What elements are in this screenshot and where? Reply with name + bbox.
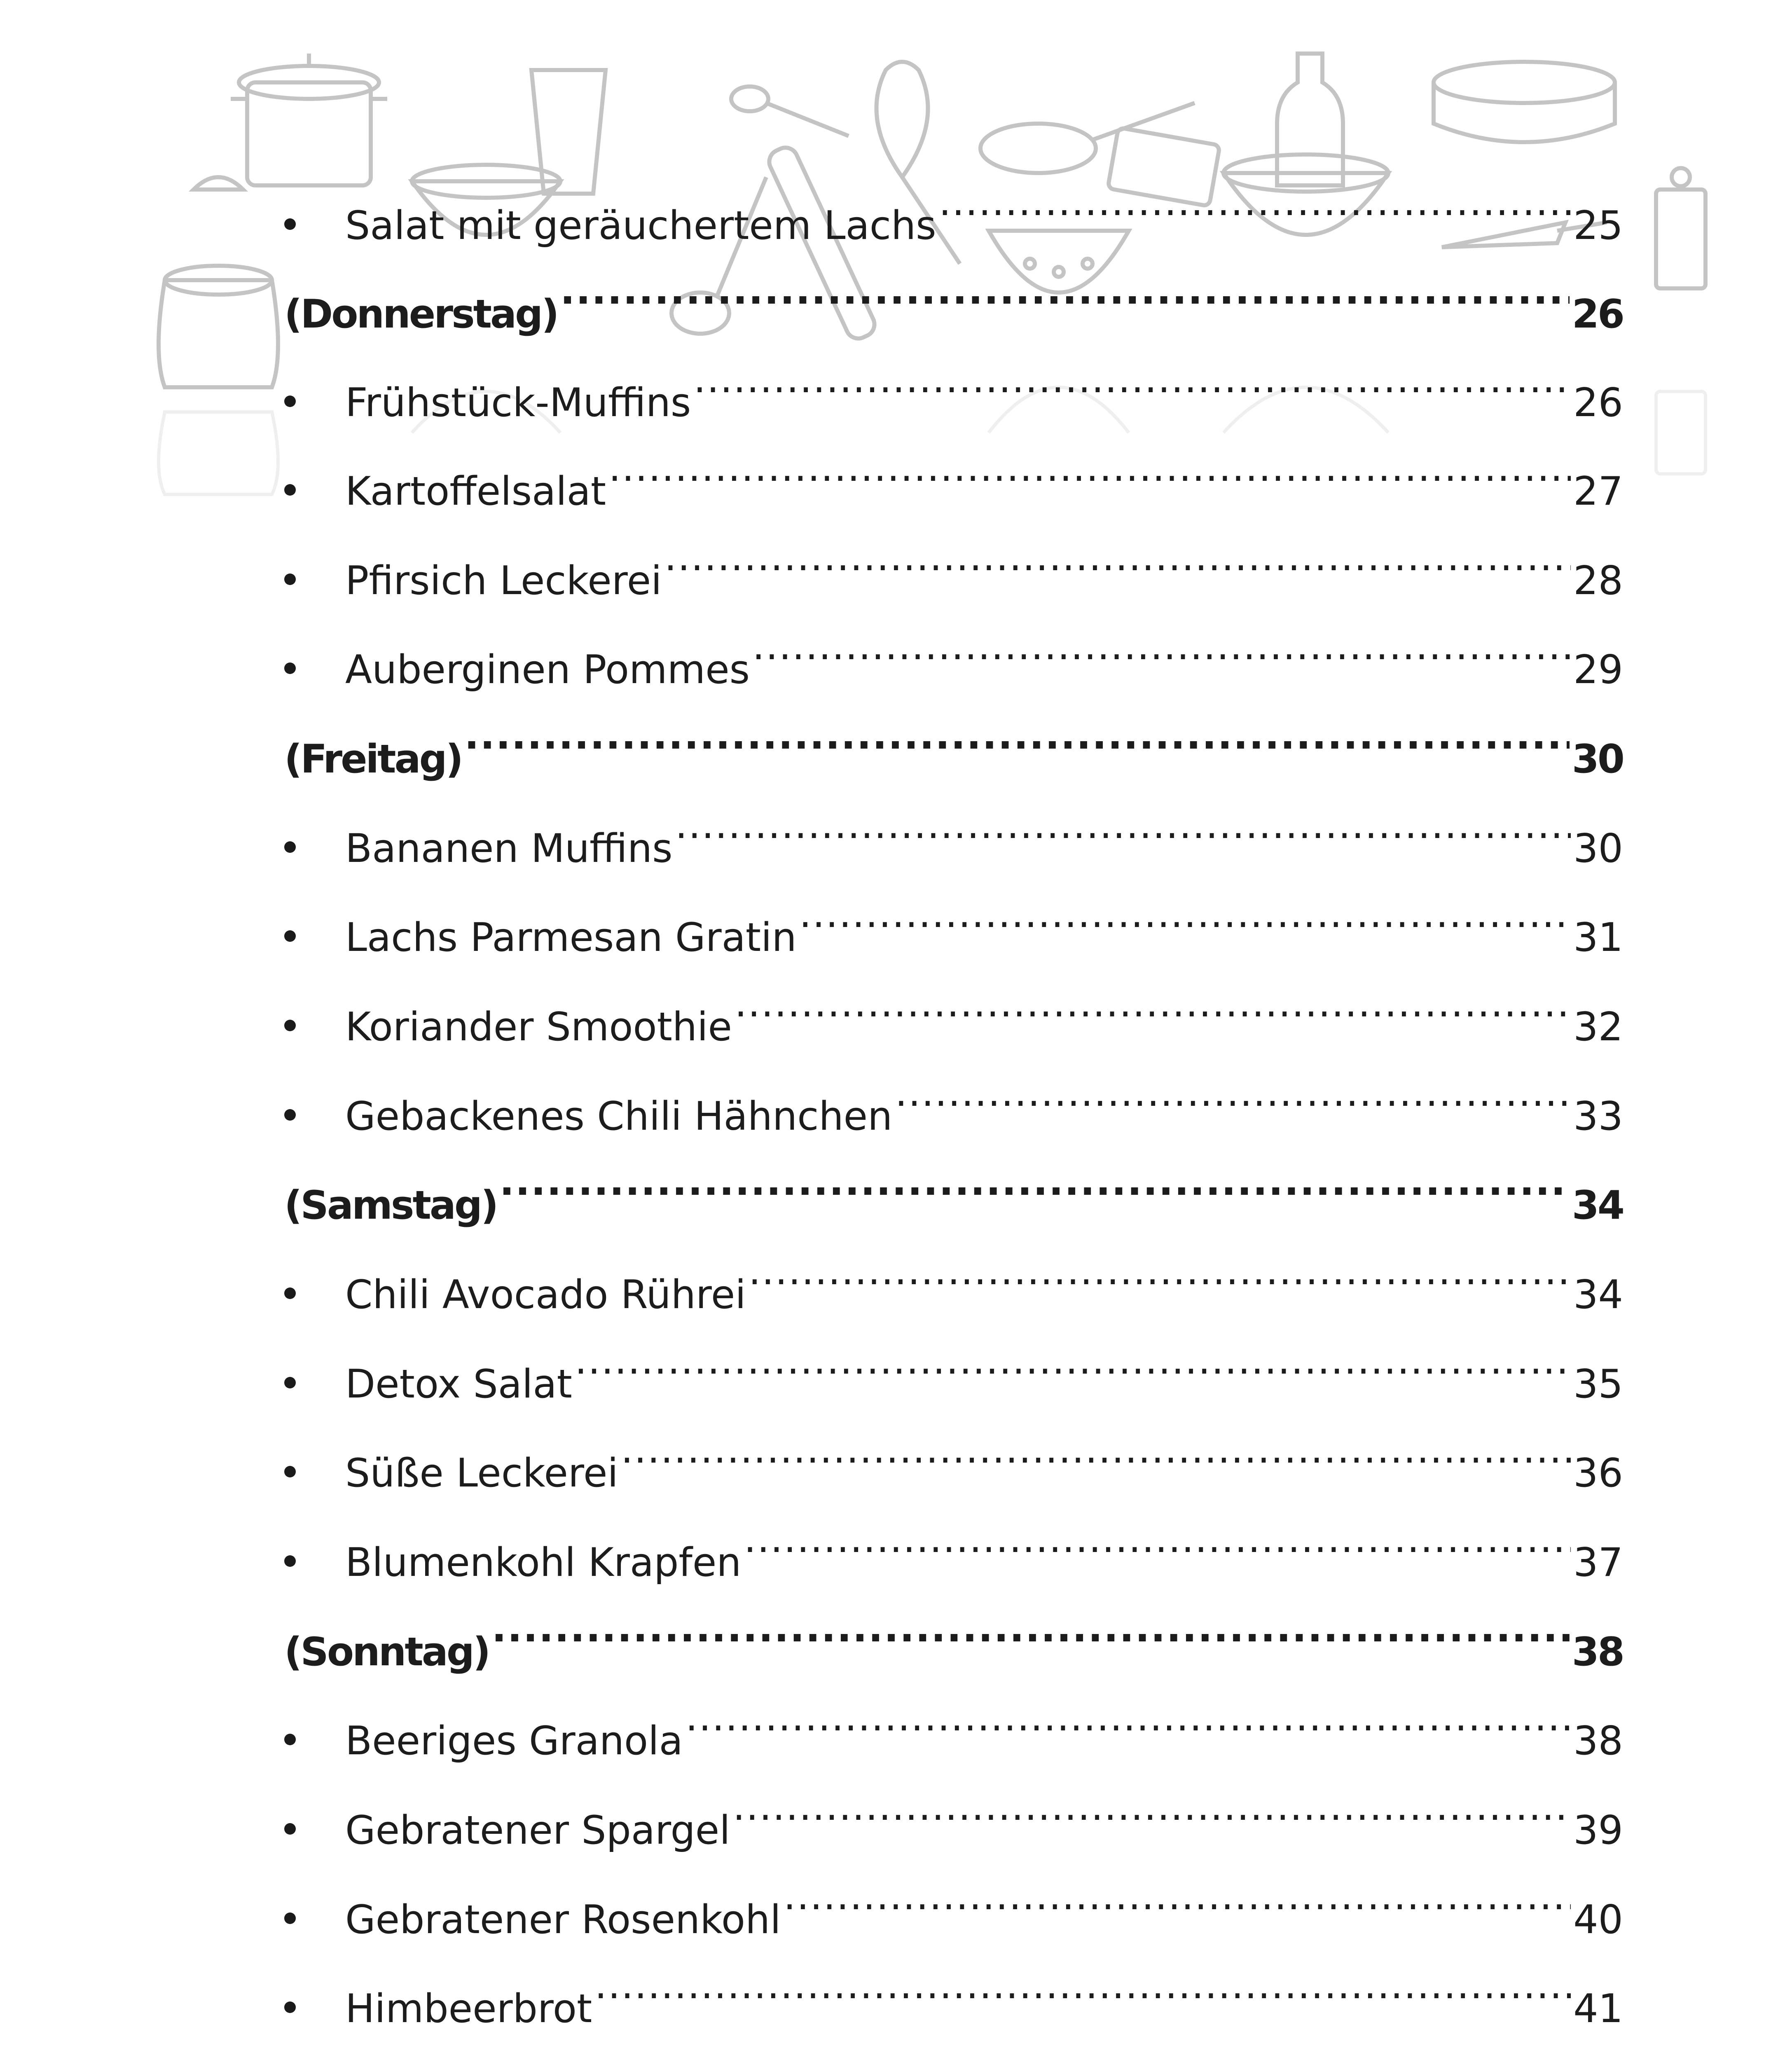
toc-heading-title: (Samstag) xyxy=(284,1183,497,1228)
toc-item[interactable] xyxy=(284,431,1623,514)
toc-item-title: Gebratener Rosenkohl xyxy=(345,1897,781,1943)
toc-page-number: 30 xyxy=(1573,826,1623,871)
toc-item[interactable] xyxy=(284,609,1623,693)
bullet-icon xyxy=(284,1555,296,1567)
toc-item[interactable] xyxy=(284,165,1623,248)
dot-leader xyxy=(733,1770,1571,1844)
bullet-icon xyxy=(284,1288,296,1299)
dot-leader xyxy=(895,1056,1571,1130)
toc-item[interactable] xyxy=(284,1859,1623,1943)
dot-leader xyxy=(735,966,1571,1040)
toc-item[interactable] xyxy=(284,1056,1623,1139)
dot-leader xyxy=(608,431,1571,505)
bullet-icon xyxy=(284,1913,296,1924)
toc-item-title: Koriander Smoothie xyxy=(345,1004,732,1050)
toc-page-number: 33 xyxy=(1573,1094,1623,1139)
bullet-icon xyxy=(284,396,296,407)
dot-leader xyxy=(799,877,1571,951)
toc-page-number: 29 xyxy=(1573,647,1623,693)
dot-leader xyxy=(693,342,1571,416)
dot-leader xyxy=(499,1145,1569,1219)
dot-leader xyxy=(744,1502,1571,1576)
toc-item[interactable] xyxy=(284,1770,1623,1853)
toc-item-title: Pfirsich Leckerei xyxy=(345,558,662,604)
toc-heading[interactable] xyxy=(284,253,1623,337)
dot-leader xyxy=(749,1234,1571,1308)
toc-item[interactable] xyxy=(284,1948,1623,2032)
toc-item[interactable] xyxy=(284,877,1623,960)
bullet-icon xyxy=(284,1109,296,1121)
toc-item-title: Kartoffelsalat xyxy=(345,469,606,514)
dot-leader xyxy=(560,253,1570,328)
bullet-icon xyxy=(284,1020,296,1031)
bullet-icon xyxy=(284,1377,296,1388)
toc-heading[interactable] xyxy=(284,1591,1623,1675)
toc-page-number: 26 xyxy=(1573,380,1623,426)
toc-item[interactable] xyxy=(284,1412,1623,1496)
toc-page-number: 34 xyxy=(1573,1272,1623,1318)
toc-page-number: 30 xyxy=(1572,737,1623,782)
toc-page-number: 38 xyxy=(1572,1629,1623,1675)
dot-leader xyxy=(939,165,1571,239)
toc-page-number: 41 xyxy=(1573,1986,1623,2032)
dot-leader xyxy=(664,520,1571,594)
toc-item-title: Süße Leckerei xyxy=(345,1451,618,1496)
toc-item-title: Beeriges Granola xyxy=(345,1718,683,1764)
toc-heading-title: (Freitag) xyxy=(284,737,462,782)
dot-leader xyxy=(752,609,1571,683)
dot-leader xyxy=(685,1680,1571,1754)
toc-page-number: 40 xyxy=(1573,1897,1623,1943)
bullet-icon xyxy=(284,484,296,496)
toc-page-number: 28 xyxy=(1573,558,1623,604)
toc-item-title: Chili Avocado Rührei xyxy=(345,1272,746,1318)
bullet-icon xyxy=(284,841,296,853)
toc-item[interactable] xyxy=(284,1234,1623,1318)
dot-leader xyxy=(575,1323,1571,1398)
toc-item[interactable] xyxy=(284,1502,1623,1585)
toc-item-title: Gebratener Spargel xyxy=(345,1808,730,1853)
bullet-icon xyxy=(284,1734,296,1745)
toc-heading[interactable] xyxy=(284,698,1623,782)
toc-page-number: 34 xyxy=(1572,1183,1623,1228)
toc-page-number: 35 xyxy=(1573,1362,1623,1407)
toc-item-title: Gebackenes Chili Hähnchen xyxy=(345,1094,893,1139)
toc-page-number: 26 xyxy=(1572,292,1623,337)
toc-item[interactable] xyxy=(284,1680,1623,1764)
dot-leader xyxy=(594,1948,1571,2022)
toc-heading-title: (Sonntag) xyxy=(284,1629,489,1675)
toc-item-title: Lachs Parmesan Gratin xyxy=(345,915,797,960)
toc-page-number: 31 xyxy=(1573,915,1623,960)
toc-item-title: Detox Salat xyxy=(345,1362,572,1407)
toc-page-number: 38 xyxy=(1573,1718,1623,1764)
toc-item-title: Frühstück-Muffins xyxy=(345,380,691,426)
dot-leader xyxy=(621,1412,1571,1486)
toc-page-number: 37 xyxy=(1573,1540,1623,1585)
dot-leader xyxy=(675,788,1571,862)
dot-leader xyxy=(464,698,1570,772)
bullet-icon xyxy=(284,662,296,674)
toc-item[interactable] xyxy=(284,342,1623,426)
toc-item-title: Himbeerbrot xyxy=(345,1986,592,2032)
toc-item-title: Bananen Muffins xyxy=(345,826,673,871)
toc-item-title: Blumenkohl Krapfen xyxy=(345,1540,742,1585)
toc-item-title: Salat mit geräuchertem Lachs xyxy=(345,203,936,248)
bullet-icon xyxy=(284,574,296,585)
bullet-icon xyxy=(284,1823,296,1835)
toc-page-number: 27 xyxy=(1573,469,1623,514)
toc-item[interactable] xyxy=(284,788,1623,871)
toc-page-number: 36 xyxy=(1573,1451,1623,1496)
toc-heading-title: (Donnerstag) xyxy=(284,292,558,337)
toc-item[interactable] xyxy=(284,520,1623,604)
toc-item-title: Auberginen Pommes xyxy=(345,647,750,693)
bullet-icon xyxy=(284,218,296,230)
dot-leader xyxy=(784,1859,1571,1933)
toc-heading[interactable] xyxy=(284,1145,1623,1228)
bullet-icon xyxy=(284,930,296,942)
dot-leader xyxy=(491,1591,1569,1665)
bullet-icon xyxy=(284,2001,296,2013)
toc-page-number: 39 xyxy=(1573,1808,1623,1853)
toc-page-number: 32 xyxy=(1573,1004,1623,1050)
bullet-icon xyxy=(284,1466,296,1477)
toc-item[interactable] xyxy=(284,966,1623,1050)
toc-item[interactable] xyxy=(284,1323,1623,1407)
toc-page-number: 25 xyxy=(1573,203,1623,248)
